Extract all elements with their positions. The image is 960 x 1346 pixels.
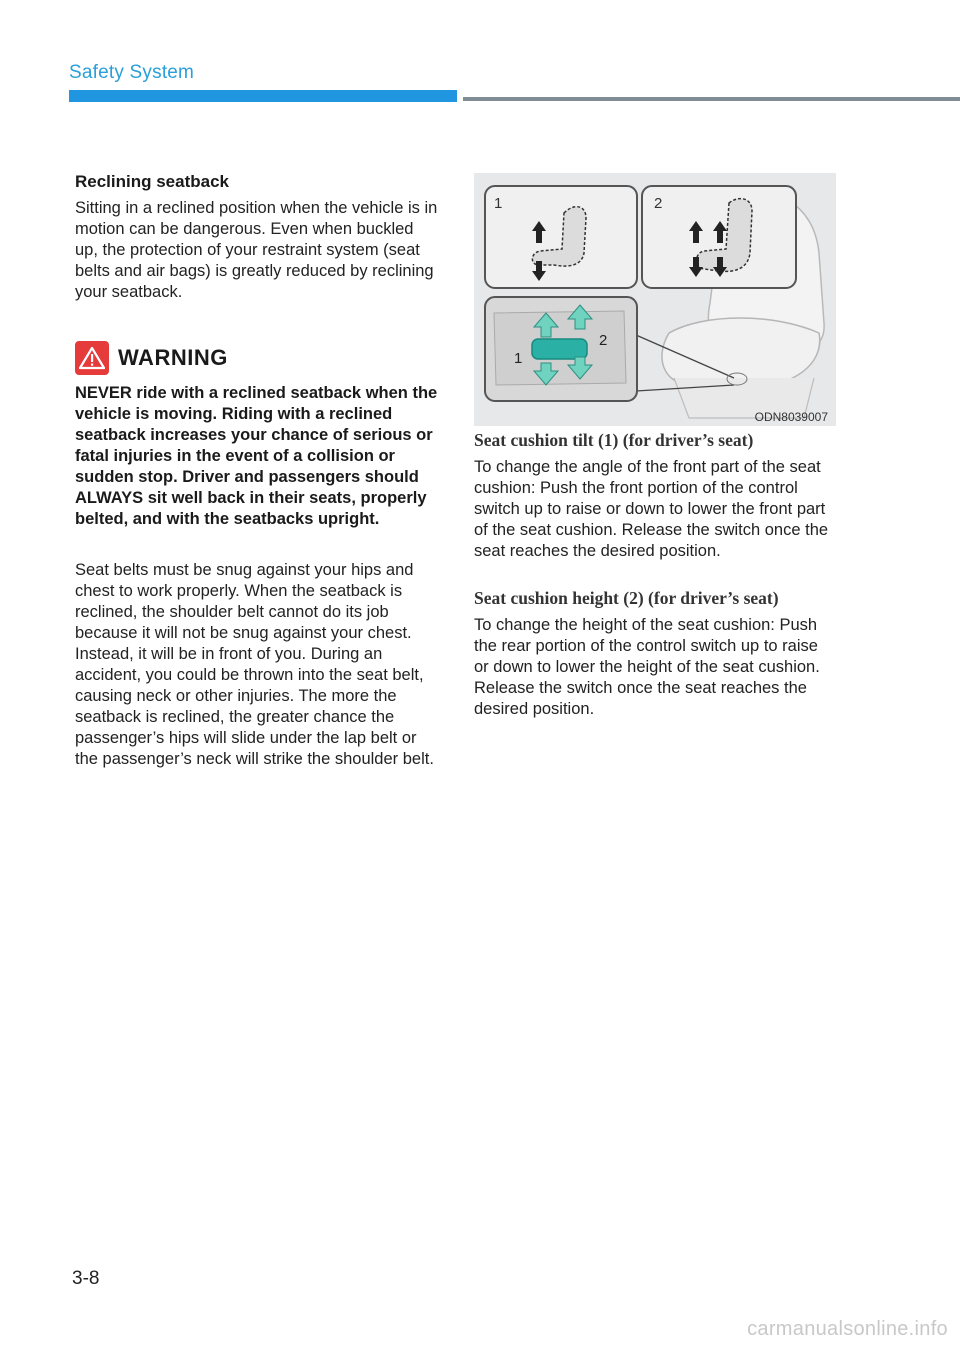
page-number: 3-8: [72, 1268, 100, 1289]
right-column: [474, 430, 836, 720]
reclining-intro-text: Sitting in a reclined position when the vehicle is in motion can be dangerous. Even when buckled up, the protection of your restraint system (seat belts and air bags) is greatly reduced by reclining your seatback.: [75, 199, 438, 301]
warning-header: [75, 341, 440, 375]
inset-label-1: 1: [494, 195, 503, 212]
warning-label: WARNING: [118, 345, 228, 370]
cushion-tilt-heading: Seat cushion tilt (1) (for driver’s seat): [474, 430, 754, 450]
seat-illustration: [474, 173, 836, 426]
cushion-height-heading: Seat cushion height (2) (for driver’s seat): [474, 588, 779, 608]
seat-adjustment-figure: [474, 173, 836, 426]
figure-code: ODN8039007: [754, 410, 828, 424]
inset-label-2: 2: [654, 195, 663, 212]
header-rule: [463, 97, 960, 101]
header-rule-accent: [69, 90, 457, 102]
warning-text: NEVER ride with a reclined seatback when the vehicle is moving. Riding with a reclined seatback increases your chance of serious or fatal injuries in the event of a collision or sudden stop. Driver and passengers should ALWAYS sit well back in their seats, properly belted, and with the seatbacks upright.: [75, 384, 438, 528]
section-title: Safety System: [69, 62, 195, 83]
switch-label-2: 2: [599, 332, 608, 349]
seatbelt-body-text: Seat belts must be snug against your hips and chest to work properly. When the seatback is reclined, the shoulder belt cannot do its job because it will not be snug against your chest. Instead, it will be in front of you. During an accident, you could be thrown into the seat belt, causing neck or other injuries. The more the seatback is reclined, the greater chance the passenger’s hips will slide under the lap belt or the passenger’s neck will strike the shoulder belt.: [75, 561, 434, 768]
cushion-height-text: To change the height of the seat cushion: Push the rear portion of the control switch up to raise or down to lower the height of the seat cushion. Release the switch once the seat reaches the desired position.: [474, 616, 820, 718]
switch-label-1: 1: [514, 350, 523, 367]
watermark: carmanualsonline.info: [747, 1318, 948, 1340]
left-column: [75, 172, 440, 770]
warning-triangle-icon: [75, 341, 109, 375]
cushion-tilt-text: To change the angle of the front part of the seat cushion: Push the front portion of the control switch up to raise or down to lower the front part of the seat cushion. Release the switch once the seat reaches the desired position.: [474, 458, 829, 560]
reclining-seatback-heading: Reclining seatback: [75, 172, 230, 191]
